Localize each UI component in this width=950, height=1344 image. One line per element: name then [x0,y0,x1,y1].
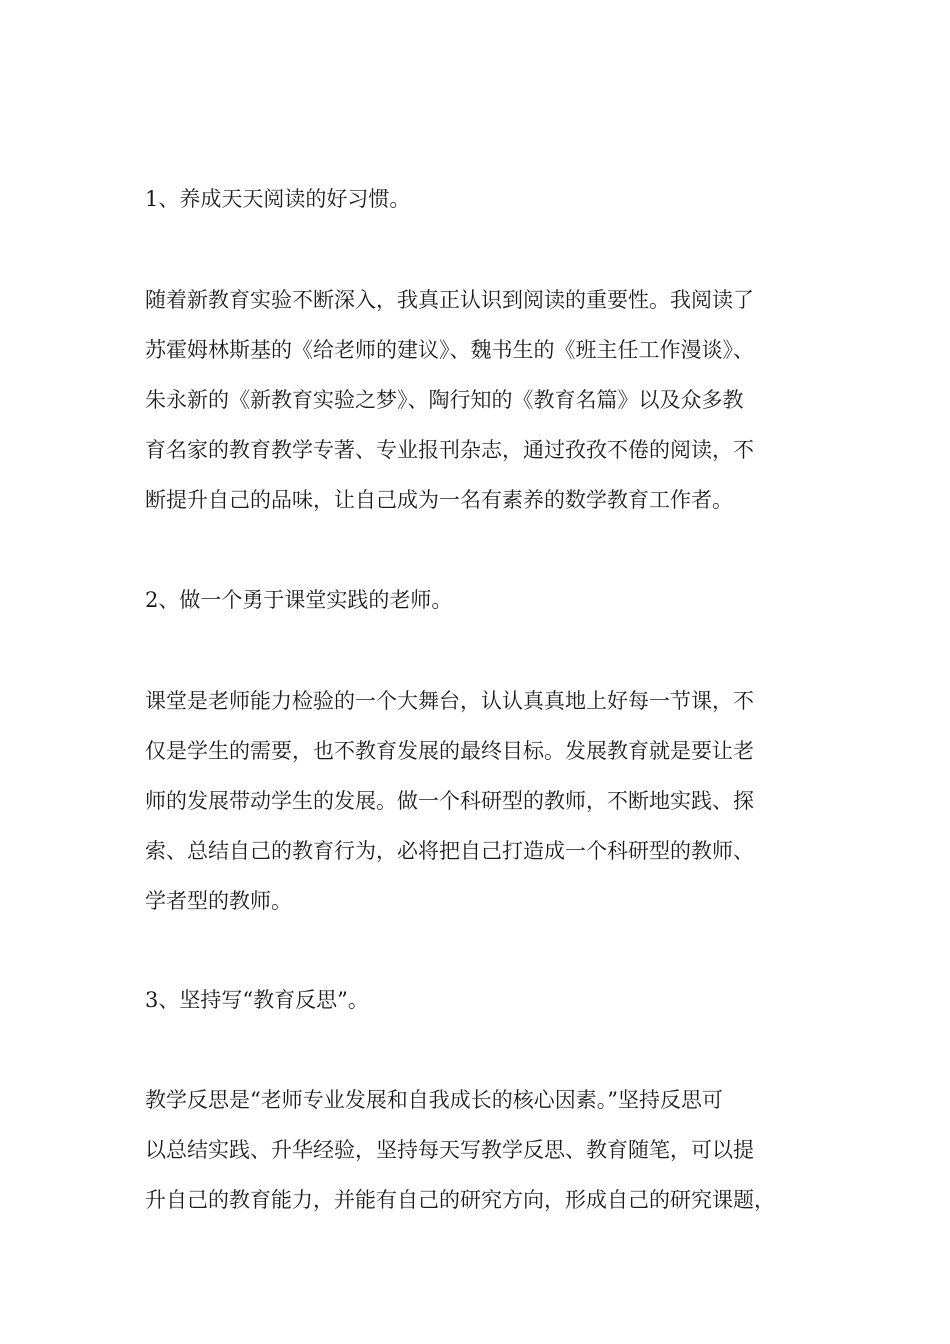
section-paragraph-2 [145,686,835,936]
paragraph-line: 以总结实践、升华经验，坚持每天写教学反思、教育随笔，可以提 [145,1138,754,1162]
paragraph-line: 升自己的教育能力，并能有自己的研究方向，形成自己的研究课题， [145,1188,775,1212]
paragraph-line: 师的发展带动学生的发展。做一个科研型的教师，不断地实践、探 [145,789,754,813]
section-heading-1: 1、养成天天阅读的好习惯。 [145,187,411,211]
section-heading-2: 2、做一个勇于课堂实践的老师。 [145,588,453,612]
paragraph-line: 随着新教育实验不断深入，我真正认识到阅读的重要性。我阅读了 [145,288,754,312]
paragraph-line: 仅是学生的需要，也不教育发展的最终目标。发展教育就是要让老 [145,739,754,763]
paragraph-line: 育名家的教育教学专著、专业报刊杂志，通过孜孜不倦的阅读，不 [145,438,754,462]
paragraph-line: 学者型的教师。 [145,889,292,913]
paragraph-line: 教学反思是“老师专业发展和自我成长的核心因素。”坚持反思可 [145,1088,723,1112]
section-paragraph-3 [145,1085,835,1235]
section-paragraph-1 [145,285,835,535]
paragraph-line: 朱永新的《新教育实验之梦》、陶行知的《教育名篇》以及众多教 [145,388,744,412]
section-heading-3: 3、坚持写“教育反思”。 [145,988,369,1012]
paragraph-line: 索、总结自己的教育行为，必将把自己打造成一个科研型的教师、 [145,839,754,863]
paragraph-line: 苏霍姆林斯基的《给老师的建议》、魏书生的《班主任工作漫谈》、 [145,338,754,362]
paragraph-line: 断提升自己的品味，让自己成为一名有素养的数学教育工作者。 [145,488,733,512]
paragraph-line: 课堂是老师能力检验的一个大舞台，认认真真地上好每一节课，不 [145,689,754,713]
